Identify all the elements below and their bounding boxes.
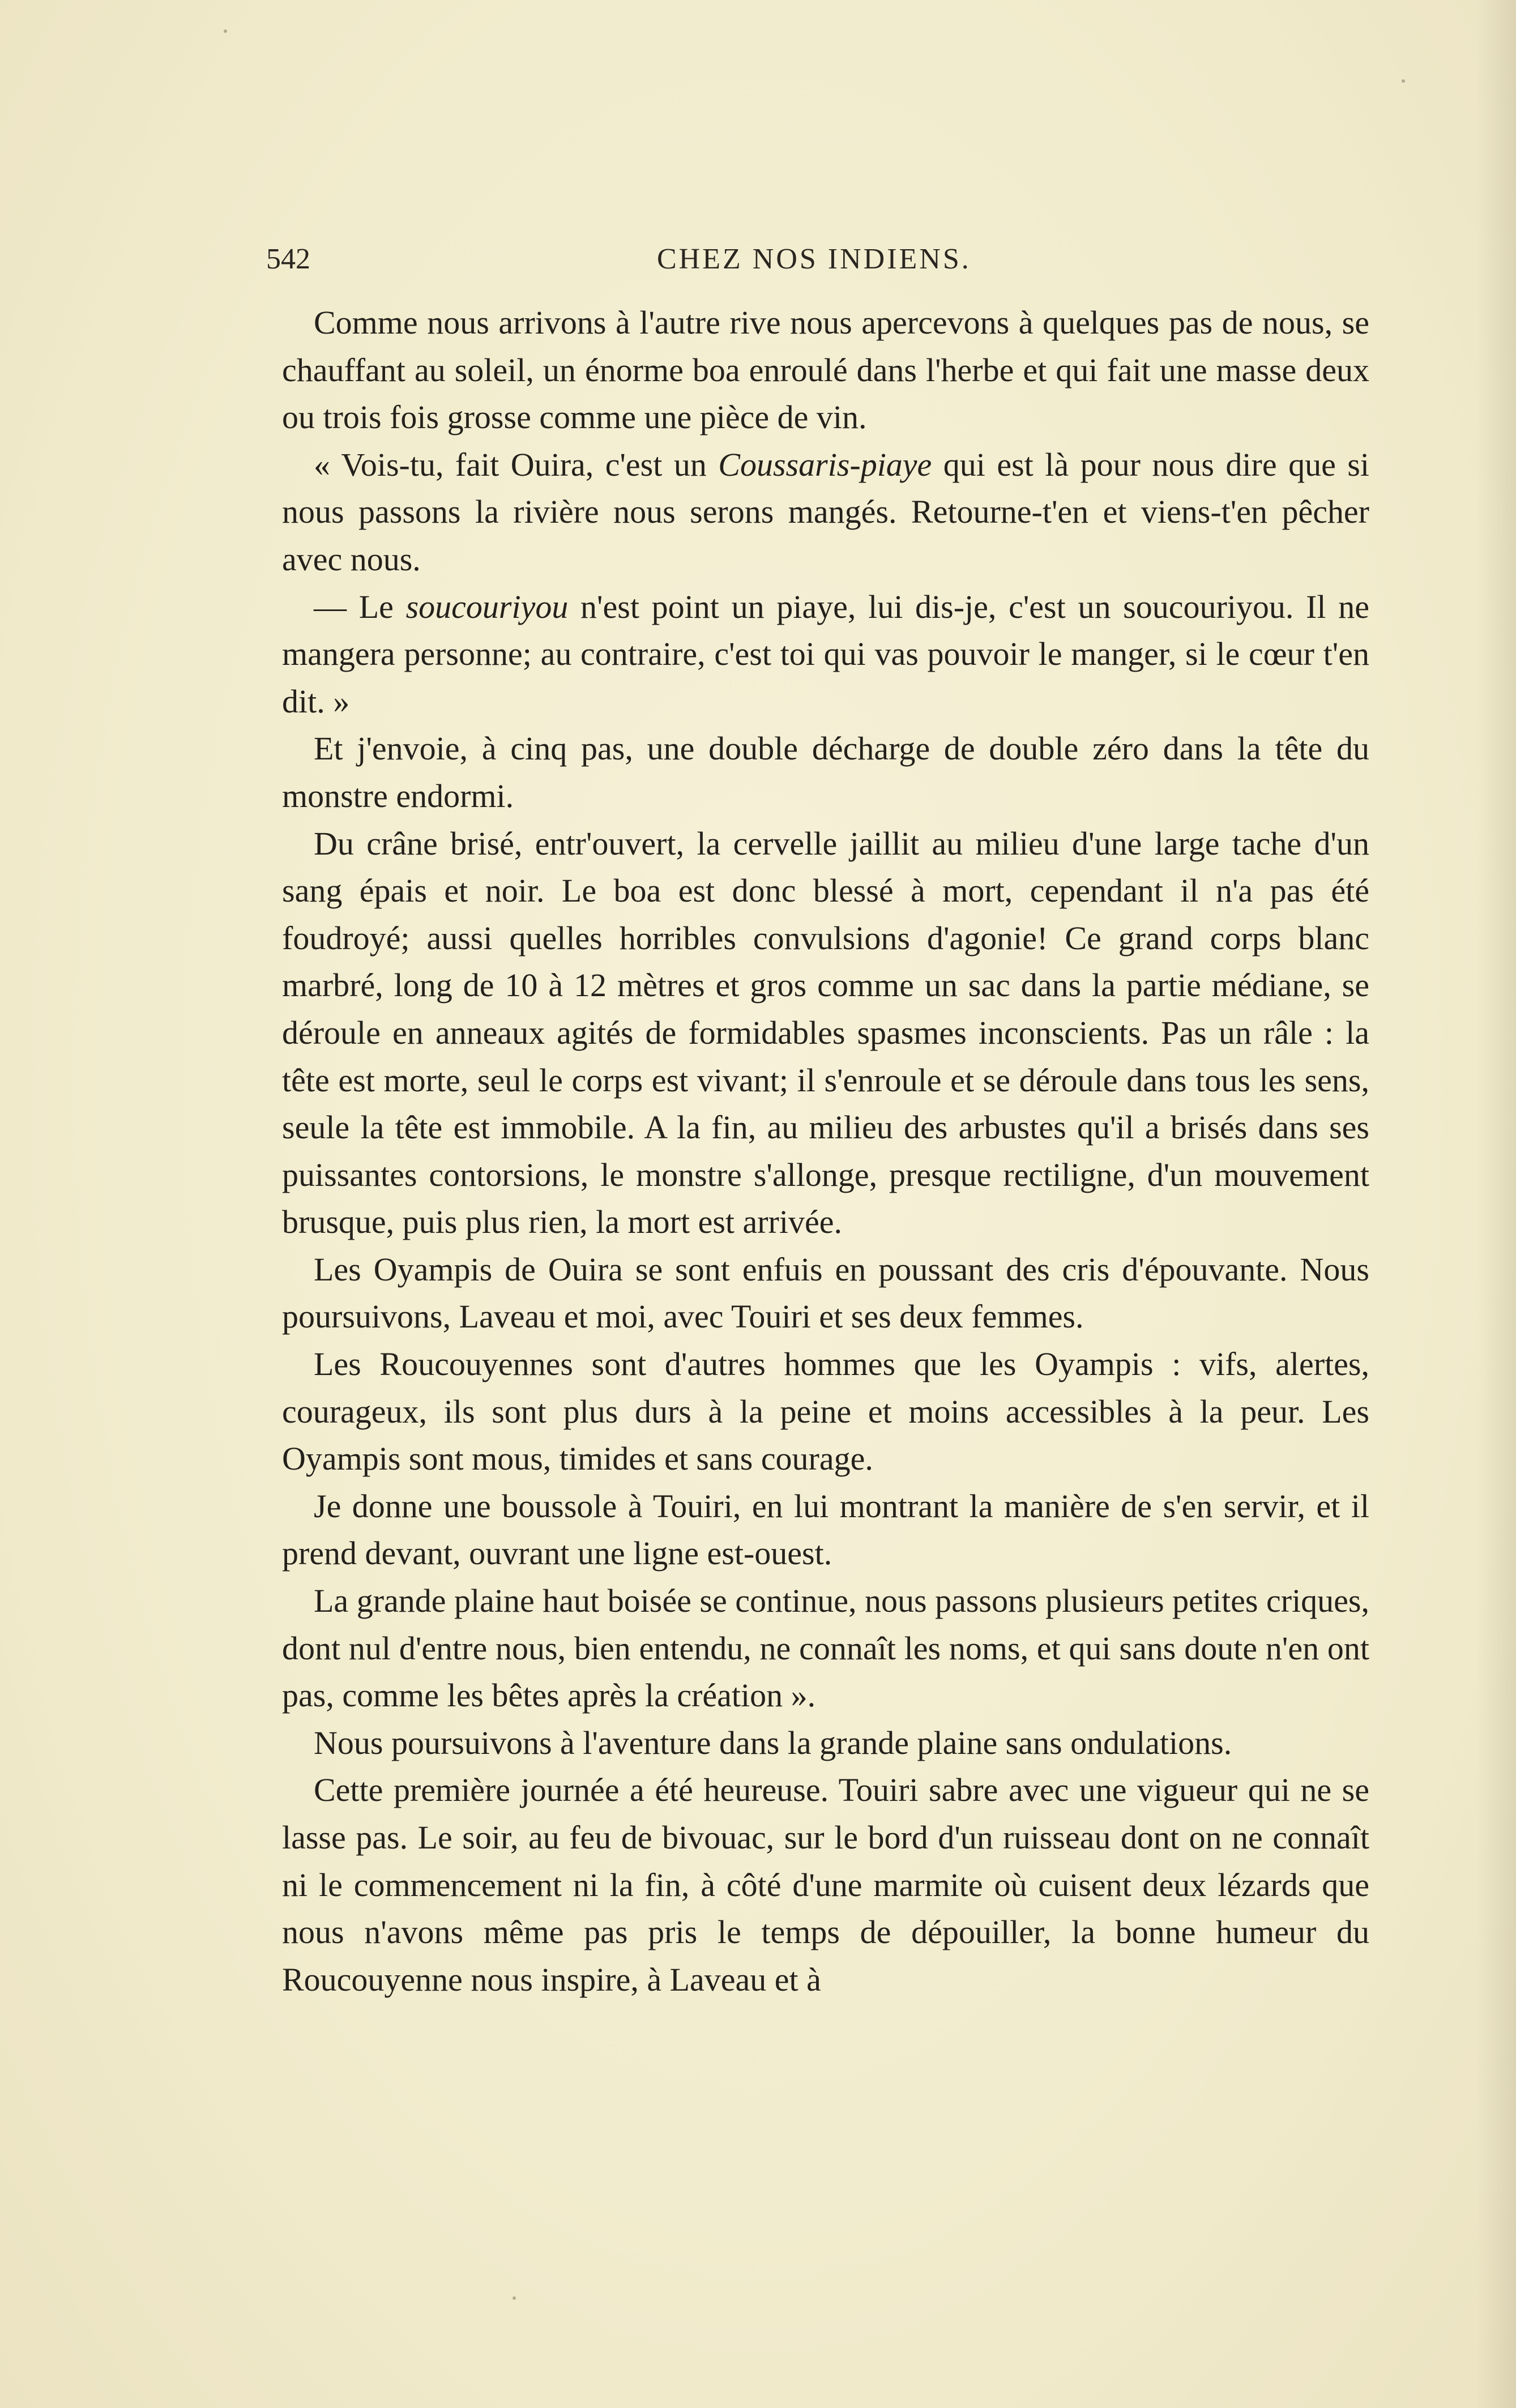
paragraph-text: Les Roucouyennes sont d'autres hommes que les Oyampis : vifs, alertes, courageux, ils sont plus durs à la peine et moins accessibles à la peur. Les Oyampis sont mous, timides et sans courage. [282,1346,1369,1478]
paragraph-text: Nous poursuivons à l'aventure dans la grande plaine sans ondulations. [314,1724,1232,1761]
paragraph [282,441,1369,583]
paragraph-text: Je donne une boussole à Touiri, en lui montrant la manière de s'en servir, et il prend devant, ouvrant une ligne est-ouest. [282,1487,1369,1572]
italic-term: Coussaris-piaye [718,446,932,483]
paragraph [282,583,1369,725]
paragraph-text: Et j'envoie, à cinq pas, une double décharge de double zéro dans la tête du monstre endormi. [282,730,1369,814]
paper-speck [513,2296,516,2300]
paper-speck [1402,79,1405,83]
paragraph [282,1246,1369,1340]
paragraph [282,1766,1369,2003]
running-head [0,242,1516,288]
body-text [282,299,1369,2003]
paragraph [282,299,1369,441]
paragraph-text: Comme nous arrivons à l'autre rive nous apercevons à quelques pas de nous, se chauffant au soleil, un énorme boa enroulé dans l'herbe et qui fait une masse deux ou trois fois grosse comme une pièce de vin. [282,304,1369,436]
page-edge-shadow [1476,0,1516,2408]
paragraph-text: Cette première journée a été heureuse. Touiri sabre avec une vigueur qui ne se lasse pas. Le soir, au feu de bivouac, sur le bord d'un ruisseau dont on ne connaît ni le commencement ni la fin, à côté d'une marmite où cuisent deux lézards que nous n'avons même pas pris le temps de dépouiller, la bonne humeur du Roucouyenne nous inspire, à Laveau et à [282,1771,1369,1998]
paragraph-text: « Vois-tu, fait Ouira, c'est un [314,446,719,483]
running-title: CHEZ NOS INDIENS. [657,243,971,275]
paper-speck [224,29,227,33]
paragraph-text: qui est là pour nous dire que si nous passons la rivière nous serons mangés. Retourne-t'en et viens-t'en pêcher avec nous. [282,446,1369,578]
italic-term: soucouriyou [405,588,569,625]
paragraph [282,820,1369,1246]
paragraph [282,1340,1369,1483]
paragraph-text: Les Oyampis de Ouira se sont enfuis en poussant des cris d'épouvante. Nous poursuivons, Laveau et moi, avec Touiri et ses deux femmes. [282,1250,1369,1335]
paragraph [282,725,1369,819]
paragraph-text: n'est point un piaye, lui dis-je, c'est un soucouriyou. Il ne mangera personne; au contraire, c'est toi qui vas pouvoir le manger, si le cœur t'en dit. » [282,588,1369,720]
paragraph [282,1719,1369,1767]
paragraph [282,1577,1369,1719]
page-number: 542 [266,243,310,275]
paragraph [282,1483,1369,1577]
paragraph-text: Du crâne brisé, entr'ouvert, la cervelle jaillit au milieu d'une large tache d'un sang épais et noir. Le boa est donc blessé à mort, cependant il n'a pas été foudroyé; aussi quelles horribles convulsions d'agonie! Ce grand corps blanc marbré, long de 10 à 12 mètres et gros comme un sac dans la partie médiane, se déroule en anneaux agités de formidables spasmes inconscients. Pas un râle : la tête est morte, seul le corps est vivant; il s'enroule et se déroule dans tous les sens, seule la tête est immobile. A la fin, au milieu des arbustes qu'il a brisés dans ses puissantes contorsions, le monstre s'allonge, presque rectiligne, d'un mouvement brusque, puis plus rien, la mort est arrivée. [282,825,1369,1241]
paragraph-text: La grande plaine haut boisée se continue, nous passons plusieurs petites criques, dont nul d'entre nous, bien entendu, ne connaît les noms, et qui sans doute n'en ont pas, comme les bêtes après la création ». [282,1582,1369,1714]
paragraph-text: — Le [314,588,406,625]
